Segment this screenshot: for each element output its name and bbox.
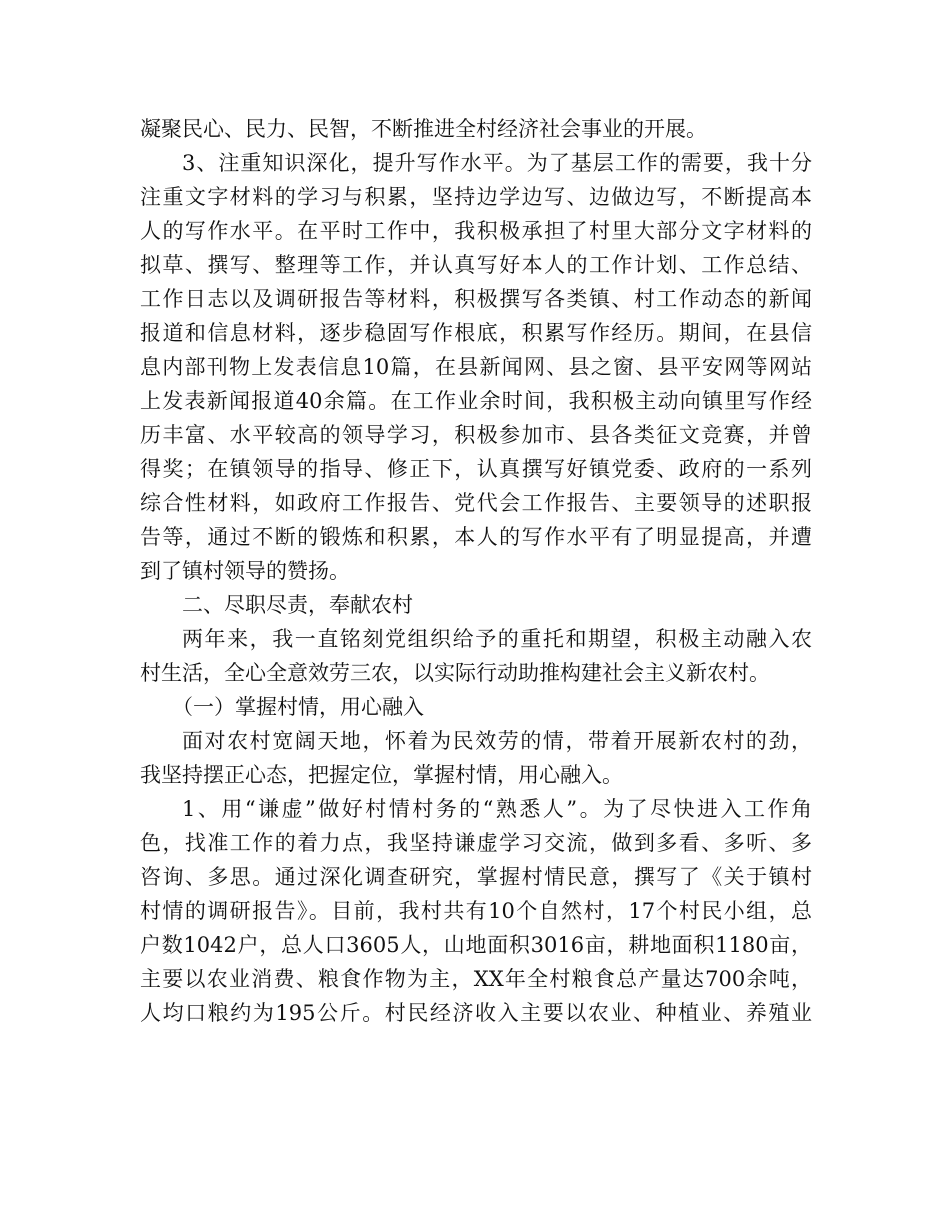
text-line: 1、用“谦虚”做好村情村务的“熟悉人”。为了尽快进入工作角	[182, 797, 812, 821]
text-line: 面对农村宽阔天地，怀着为民效劳的情，带着开展新农村的劲，	[182, 729, 812, 753]
text-line: 咨询、多思。通过深化调查研究，掌握村情民意，撰写了《关于镇村	[140, 865, 812, 889]
text-line: 两年来，我一直铭刻党组织给予的重托和期望，积极主动融入农	[182, 627, 812, 651]
section-heading: 二、尽职尽责，奉献农村	[182, 593, 413, 617]
text-line: 凝聚民心、民力、民智，不断推进全村经济社会事业的开展。	[140, 117, 707, 141]
document-body	[140, 112, 812, 1030]
text-line: 户数1042户，总人口3605人，山地面积3016亩，耕地面积1180亩，	[140, 933, 812, 957]
text-line: 注重文字材料的学习与积累，坚持边学边写、边做边写，不断提高本	[140, 185, 812, 209]
text-line: 综合性材料，如政府工作报告、党代会工作报告、主要领导的述职报	[140, 491, 812, 515]
text-line: 村情的调研报告》。目前，我村共有10个自然村，17个村民小组，总	[140, 899, 812, 923]
text-line: 拟草、撰写、整理等工作，并认真写好本人的工作计划、工作总结、	[140, 253, 812, 277]
text-line: 到了镇村领导的赞扬。	[140, 559, 350, 583]
text-line: 色，找准工作的着力点，我坚持谦虚学习交流，做到多看、多听、多	[140, 831, 812, 855]
text-line: 告等，通过不断的锻炼和积累，本人的写作水平有了明显提高，并遭	[140, 525, 812, 549]
text-line: 3、注重知识深化，提升写作水平。为了基层工作的需要，我十分	[182, 151, 812, 175]
text-line: 息内部刊物上发表信息10篇，在县新闻网、县之窗、县平安网等网站	[140, 355, 812, 379]
subsection-heading: （一）掌握村情，用心融入	[172, 695, 424, 719]
text-line: 村生活，全心全意效劳三农，以实际行动助推构建社会主义新农村。	[140, 661, 770, 685]
text-line: 上发表新闻报道40余篇。在工作业余时间，我积极主动向镇里写作经	[140, 389, 812, 413]
text-line: 历丰富、水平较高的领导学习，积极参加市、县各类征文竞赛，并曾	[140, 423, 812, 447]
text-line: 报道和信息材料，逐步稳固写作根底，积累写作经历。期间，在县信	[140, 321, 812, 345]
text-line: 人的写作水平。在平时工作中，我积极承担了村里大部分文字材料的	[140, 219, 812, 243]
text-line: 人均口粮约为195公斤。村民经济收入主要以农业、种植业、养殖业	[140, 1001, 812, 1025]
text-line: 主要以农业消费、粮食作物为主，XX年全村粮食总产量达700余吨，	[140, 967, 812, 991]
text-line: 工作日志以及调研报告等材料，积极撰写各类镇、村工作动态的新闻	[140, 287, 812, 311]
text-line: 我坚持摆正心态，把握定位，掌握村情，用心融入。	[140, 763, 623, 787]
text-line: 得奖；在镇领导的指导、修正下，认真撰写好镇党委、政府的一系列	[140, 457, 812, 481]
